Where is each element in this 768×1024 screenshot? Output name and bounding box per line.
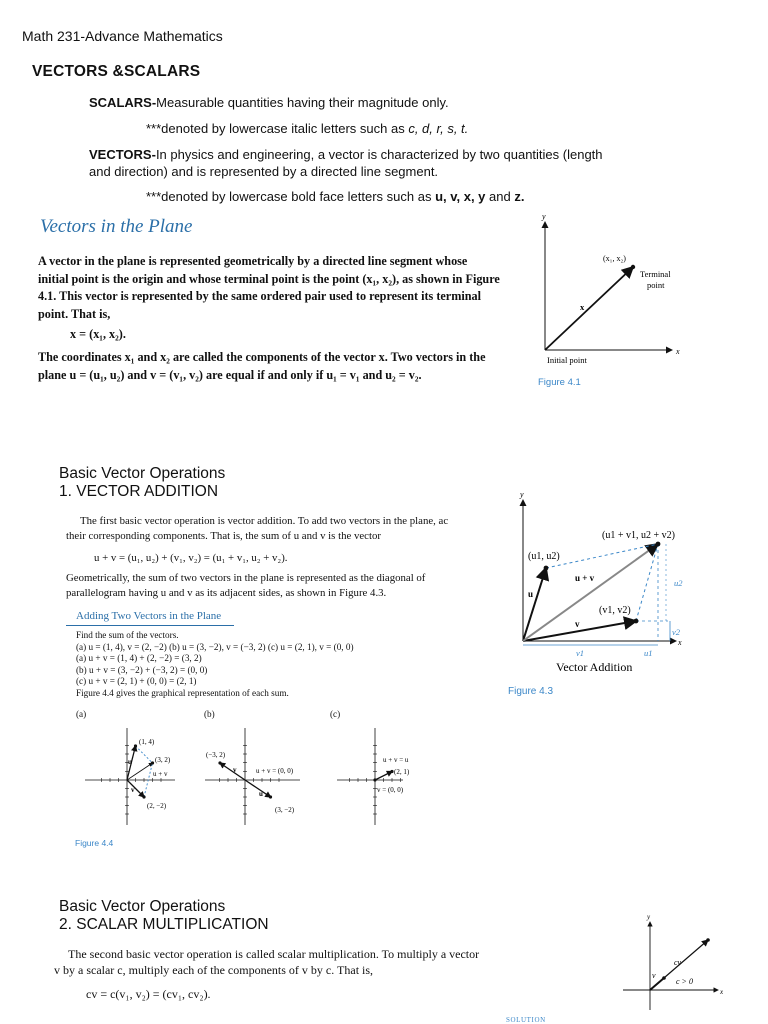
fig43-u1: u1 [644,648,653,658]
panel-a-v: v [131,786,135,794]
plane-p1-line: 4.1. This vector is represented by the same ordered pair used to represent its terminal [38,289,482,303]
scalars-term: SCALARS- [89,95,157,110]
scalars-note [146,120,468,137]
scalar-mult-equation: cv = c(v₁, v₂) = (cv₁, cv₂). [86,987,211,1001]
panel-b-sum: u + v = (0, 0) [256,767,294,775]
terminal-label-2: point [647,280,665,290]
fig43-sum-label: (u1 + v1, u2 + v2) [602,530,675,541]
panel-c [337,728,410,825]
panel-b-v: v [233,766,237,774]
figure-4-1-caption: Figure 4.1 [538,377,581,388]
fig43-v1: v1 [576,648,585,658]
panel-a-p3: (2, −2) [147,802,167,810]
panel-a-p2: (3, 2) [155,756,171,764]
x-label: x [676,347,680,356]
sm-cv-label: cv [674,958,682,967]
figure-4-4 [75,720,410,830]
course-header [22,28,223,44]
scalars-note-text: ***denoted by lowercase italic letters such as [146,121,409,136]
fig43-uv-label: u + v [575,573,595,583]
scalars-note-letters: c, d, r, s, t. [408,121,469,136]
fig43-y-label: y [520,490,524,499]
plane-equation: x = (x₁, x₂). [70,327,126,341]
fig43-x-label: x [678,638,682,647]
vectors-note-text: ***denoted by lowercase bold face letters such as [146,189,436,204]
panel-b-u: u [259,790,263,798]
y-label: y [542,212,546,221]
sm-x-label: x [720,988,724,996]
page-title: VECTORS &SCALARS [32,63,201,80]
fig43-title: Vector Addition [556,660,633,674]
plane-p1-line: point. That is, [38,306,111,321]
vectors-note-and: and [485,189,515,204]
fig43-v-label: v [575,619,580,629]
course-code: Math 231 [22,28,81,44]
addition-heading-2: 1. VECTOR ADDITION [59,483,219,500]
plane-p1-line: A vector in the plane is represented geometrically by a directed line segment whose [38,254,468,268]
vectors-note [146,188,524,205]
solution-fragment: SOLUTION [506,1016,546,1024]
panel-b-p2: (3, −2) [275,806,295,814]
fig43-u [523,568,546,641]
plane-p2-line: plane u = (u₁, u₂) and v = (v₁, v₂) are equal if and only if u₁ = v₁ and u₂ = v₂. [38,367,422,382]
addition-p2-line: parallelogram having u and v as its adjacent sides, as shown in Figure 4.3. [66,586,387,599]
example-line: (a) u + v = (1, 4) + (2, −2) = (3, 2) [76,653,202,664]
scalar-mult-heading [59,898,269,934]
example-line: Find the sum of the vectors. [76,630,179,640]
example-body [76,630,476,700]
example-line: (b) u + v = (3, −2) + (−3, 2) = (0, 0) [76,664,208,675]
vector-x [545,267,633,350]
addition-p1-line: their corresponding components. That is, the sum of u and v is the vector [66,529,381,542]
plane-p1-line: initial point is the origin and whose terminal point is the point (x₁, x₂), as shown in Figure [38,271,500,286]
scalar-mult-figure [618,910,728,1010]
scalar-mult-line: v by a scalar c, multiply each of the components of v by c. That is, [54,963,374,977]
addition-paragraph-2 [66,571,496,600]
fig43-u-point: (u1, u2) [528,551,560,562]
initial-point-label: Initial point [547,355,587,365]
addition-p1-line: The first basic vector operation is vector addition. To add two vectors in the plane, ac [80,515,449,527]
panel-a [85,728,175,825]
fig43-v2: v2 [672,627,681,637]
fig43-v [523,621,636,641]
fig43-u-label: u [528,589,534,599]
addition-heading [59,465,225,501]
vectors-text-line1: In physics and engineering, a vector is characterized by two quantities (length [155,147,603,162]
panel-label-a: (a) [76,709,87,719]
example-line: Figure 4.4 gives the graphical representation of each sum. [76,687,289,698]
addition-p2-line: Geometrically, the sum of two vectors in the plane is represented as the diagonal of [66,572,426,584]
scalar-mult-heading-1: Basic Vector Operations [59,898,226,915]
example-title [76,610,221,622]
scalars-text: Measurable quantities having their magnitude only. [156,95,449,110]
scalars-definition [89,94,449,111]
panel-c-p1: (2, 1) [394,768,410,776]
plane-paragraph-1 [38,253,528,323]
point-label: (x₁, x₂) [603,254,626,263]
example-line: (c) u + v = (2, 1) + (0, 0) = (2, 1) [76,676,197,687]
panel-label-c: (c) [330,709,341,719]
vectors-term: VECTORS- [89,147,156,162]
plane-paragraph-2 [38,349,528,384]
plane-heading: Vectors in the Plane [40,216,193,237]
vectors-note-letters: u, v, x, y [435,189,486,204]
panel-b [205,728,300,825]
vectors-definition [89,146,689,180]
scalar-mult-line: The second basic vector operation is called scalar multiplication. To multiply a vector [68,947,480,961]
vectors-text-line2: and direction) and is represented by a directed line segment. [89,164,439,179]
scalar-mult-paragraph [54,946,614,978]
figure-4-3-caption: Figure 4.3 [508,686,554,697]
panel-c-v: v = (0, 0) [377,786,404,794]
figure-4-4-caption: Figure 4.4 [75,838,114,848]
example-title-text: Adding Two Vectors in the Plane [76,610,222,622]
fig43-u2: u2 [674,578,683,588]
panel-b-p1: (−3, 2) [206,751,226,759]
vector-label: x [580,302,585,312]
plane-p2-line: The coordinates x₁ and x₂ are called the components of the vector x. Two vectors in the [38,350,486,364]
addition-paragraph-1 [66,514,496,543]
fig43-v-point: (v1, v2) [599,605,631,616]
figure-4-3 [508,488,708,678]
example-rule [66,625,234,626]
terminal-point [631,265,635,269]
sm-v-label: v [652,971,656,980]
vectors-note-last: z. [514,189,525,204]
panel-a-p1: (1, 4) [139,738,155,746]
scalar-mult-heading-2: 2. SCALAR MULTIPLICATION [59,916,269,933]
addition-equation: u + v = (u₁, u₂) + (v₁, v₂) = (u₁ + v₁, u₂ + v₂). [94,552,288,564]
panel-a-sum: u + v [153,770,168,778]
sm-y-label: y [647,913,651,921]
course-name: -Advance Mathematics [80,28,223,44]
panel-label-b: (b) [204,709,215,719]
panel-c-sum: u + v = u [383,756,409,764]
sm-cond-label: c > 0 [676,977,693,986]
terminal-label: Terminal [640,269,671,279]
example-line: (a) u = (1, 4), v = (2, −2) (b) u = (3, −2), v = (−3, 2) (c) u = (2, 1), v = (0, 0) [76,641,354,652]
addition-heading-1: Basic Vector Operations [59,465,226,482]
figure-4-1 [530,210,690,370]
panel-a-u: u [128,758,132,766]
